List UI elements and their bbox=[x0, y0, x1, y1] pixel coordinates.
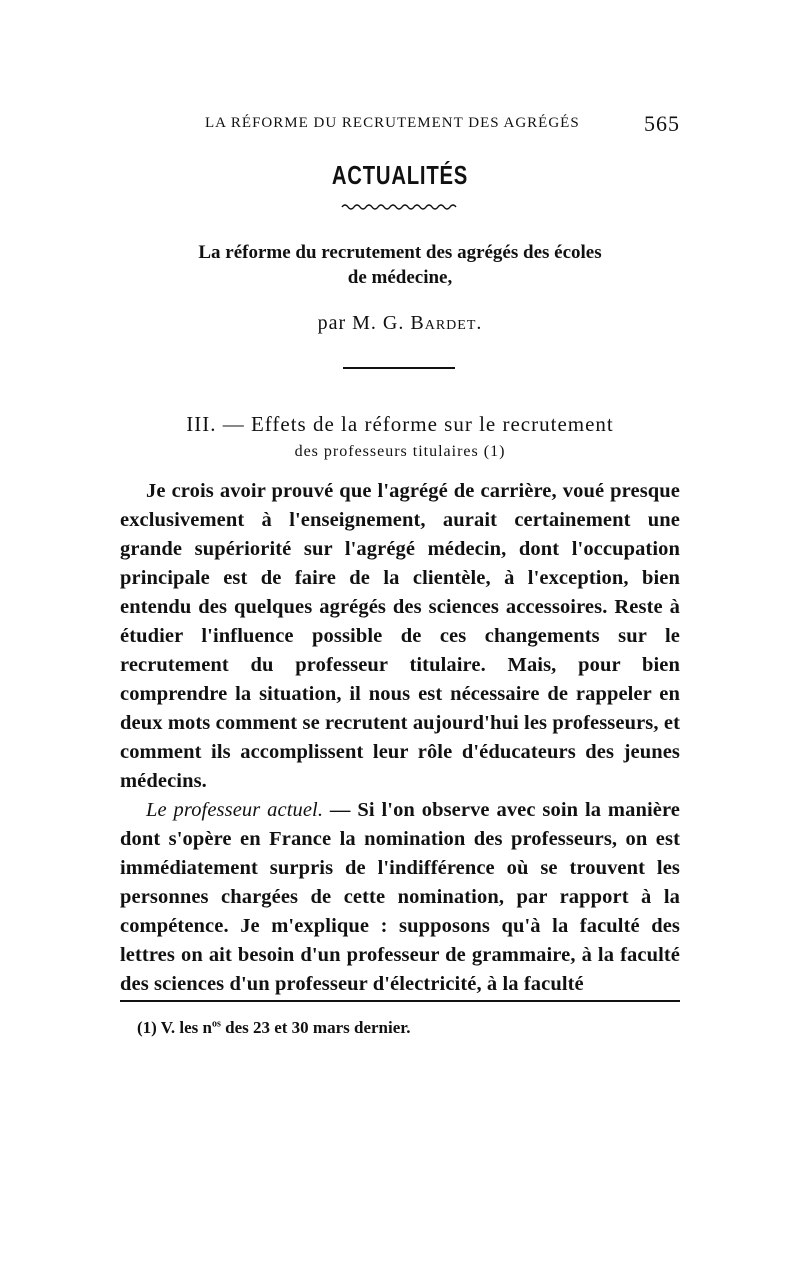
article-title-line-1: La réforme du recrutement des agrégés des écoles bbox=[198, 242, 602, 263]
running-title: LA RÉFORME DU RECRUTEMENT DES AGRÉGÉS bbox=[205, 115, 580, 131]
article-title-line-2: de médecine, bbox=[347, 267, 453, 288]
ornamental-squiggle bbox=[340, 202, 460, 212]
byline bbox=[0, 312, 800, 335]
footnote bbox=[137, 1018, 411, 1038]
article-title bbox=[0, 240, 800, 290]
footnote-superscript: os bbox=[211, 1018, 221, 1030]
byline-prefix: par M. G. bbox=[317, 312, 411, 334]
footnote-suffix: des 23 et 30 mars dernier. bbox=[220, 1018, 411, 1037]
paragraph-1: Je crois avoir prouvé que l'agrégé de carrière, voué presque exclusivement à l'enseignement, aurait certainement une grande supériorité sur l'agrégé médecin, dont l'occupation principale est de faire de la clientèle, à l'exception, bien entendu des quelques agrégés des sciences accessoires. Reste à étudier l'influence possible de ces changements sur le recrutement du professeur titulaire. Mais, pour bien comprendre la situation, il nous est nécessaire de rappeler en deux mots comment se recrutent aujourd'hui les professeurs, et comment ils accomplissent leur rôle d'éducateurs des jeunes médecins. bbox=[120, 480, 680, 792]
footnote-prefix: (1) V. les n bbox=[137, 1018, 212, 1037]
paragraph-2-lead-in: Le professeur actuel. bbox=[146, 799, 324, 821]
section-title: ACTUALITÉS bbox=[331, 160, 469, 190]
footnote-rule bbox=[120, 1000, 680, 1002]
paragraph-2 bbox=[120, 796, 680, 999]
running-header bbox=[120, 111, 680, 139]
part-heading-line-1: III. — Effets de la réforme sur le recrutement bbox=[186, 412, 614, 436]
part-heading bbox=[0, 410, 800, 466]
page-number: 565 bbox=[644, 111, 680, 136]
part-heading-line-2: des professeurs titulaires (1) bbox=[294, 443, 506, 460]
body-text bbox=[120, 477, 680, 999]
byline-author: Bardet. bbox=[410, 312, 483, 334]
paragraph-2-text: — Si l'on observe avec soin la manière dont s'opère en France la nomination des professeurs, on est immédiatement surpris de l'indifférence où se trouvent les personnes chargées de cette nomination, par rapport à la compétence. Je m'explique : supposons qu'à la faculté des lettres on ait besoin d'un professeur de grammaire, à la faculté des sciences d'un professeur d'électricité, à la faculté bbox=[120, 799, 680, 995]
separator-rule bbox=[343, 367, 455, 369]
